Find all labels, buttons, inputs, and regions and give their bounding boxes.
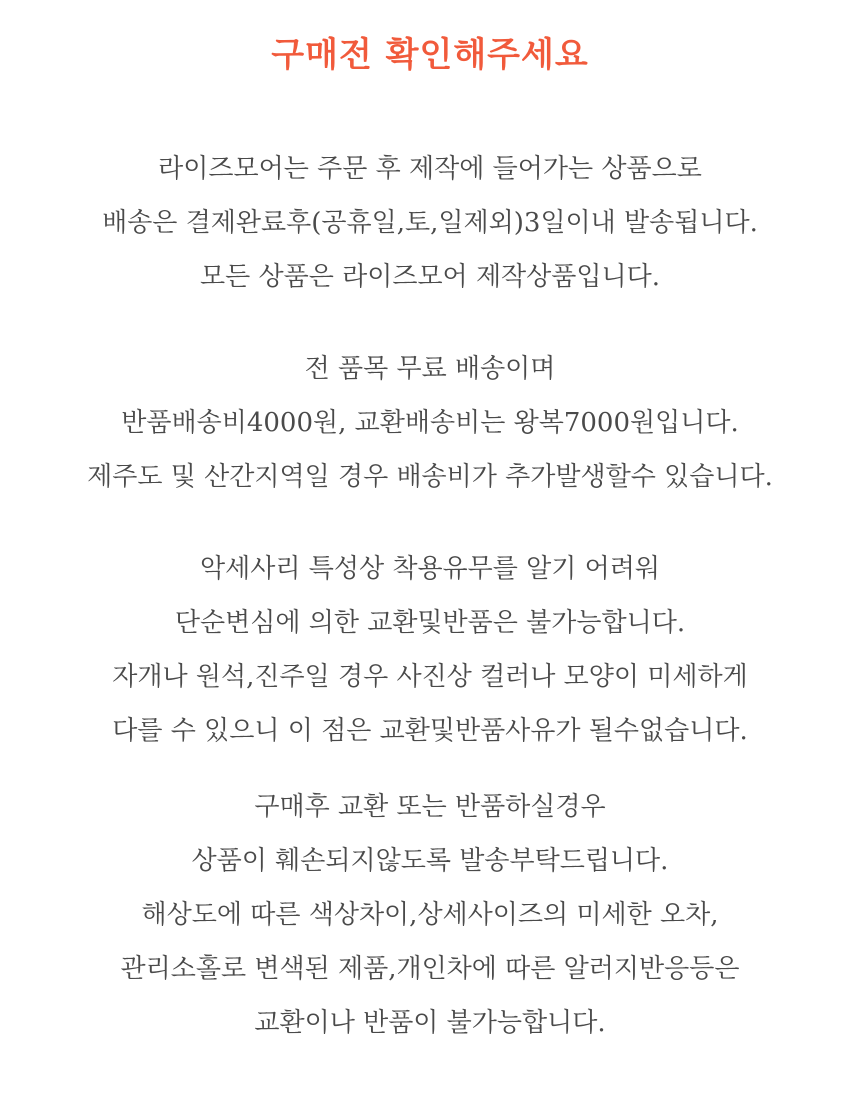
notice-line: 전 품목 무료 배송이며 bbox=[304, 354, 556, 384]
exchange-return-guide-section bbox=[0, 780, 860, 1050]
notice-line: 교환이나 반품이 불가능합니다. bbox=[254, 1008, 606, 1038]
notice-line: 다를 수 있으니 이 점은 교환및반품사유가 될수없습니다. bbox=[112, 716, 748, 746]
production-shipping-section bbox=[0, 142, 860, 304]
notice-line: 배송은 결제완료후(공휴일,토,일제외)3일이내 발송됩니다. bbox=[102, 208, 758, 238]
notice-line: 상품이 훼손되지않도록 발송부탁드립니다. bbox=[191, 846, 669, 876]
accessory-return-policy-section bbox=[0, 542, 860, 758]
notice-line: 자개나 원석,진주일 경우 사진상 컬러나 모양이 미세하게 bbox=[112, 662, 748, 692]
notice-line: 반품배송비4000원, 교환배송비는 왕복7000원입니다. bbox=[121, 408, 739, 438]
notice-line: 구매후 교환 또는 반품하실경우 bbox=[254, 792, 606, 822]
notice-line: 악세사리 특성상 착용유무를 알기 어려워 bbox=[199, 554, 661, 584]
notice-line: 제주도 및 산간지역일 경우 배송비가 추가발생할수 있습니다. bbox=[87, 462, 773, 492]
page-title: 구매전 확인해주세요 bbox=[271, 35, 589, 75]
notice-line: 관리소홀로 변색된 제품,개인차에 따른 알러지반응등은 bbox=[120, 954, 740, 984]
notice-line: 모든 상품은 라이즈모어 제작상품입니다. bbox=[199, 262, 661, 292]
shipping-fee-section bbox=[0, 342, 860, 504]
notice-line: 라이즈모어는 주문 후 제작에 들어가는 상품으로 bbox=[158, 154, 702, 184]
notice-line: 해상도에 따른 색상차이,상세사이즈의 미세한 오차, bbox=[141, 900, 719, 930]
notice-line: 단순변심에 의한 교환및반품은 불가능합니다. bbox=[174, 608, 686, 638]
